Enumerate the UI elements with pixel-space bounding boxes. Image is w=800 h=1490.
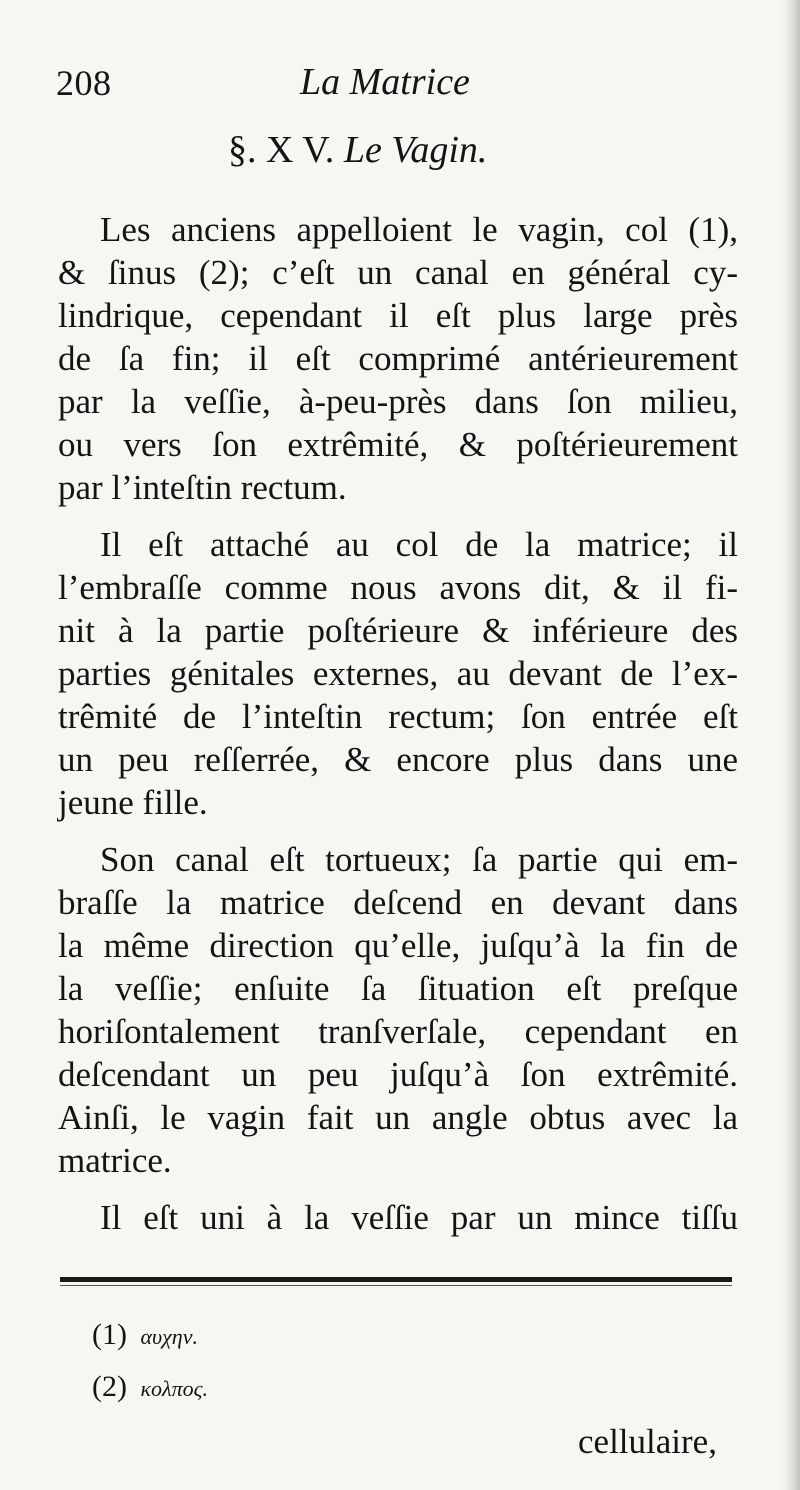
footnote-1 <box>92 1318 198 1352</box>
body-line: matrice. <box>58 1141 172 1180</box>
body-line: trêmité de l’inteſtin rectum; ſon entrée eſt <box>58 697 738 736</box>
body-line: deſcendant un peu juſqu’à ſon extrêmité. <box>58 1055 738 1094</box>
body-line: jeune fille. <box>58 783 208 822</box>
section-number: §. X V. <box>228 129 335 171</box>
catchword: cellulaire, <box>578 1422 717 1461</box>
footnote-2 <box>92 1370 208 1404</box>
footnote-rule-thin <box>60 1285 732 1286</box>
body-line: Les anciens appelloient le vagin, col (1), <box>100 210 738 249</box>
section-heading <box>228 128 487 172</box>
footnote-rule <box>60 1277 732 1282</box>
body-line: & ſinus (2); c’eſt un canal en général cy- <box>58 253 738 292</box>
page-binding-shadow <box>782 0 800 1490</box>
running-title: La Matrice <box>300 61 470 103</box>
section-title: Le Vagin. <box>343 129 488 171</box>
body-line: Ainſi, le vagin fait un angle obtus avec la <box>58 1098 738 1137</box>
body-line: braſſe la matrice deſcend en devant dans <box>58 883 738 922</box>
page-number: 208 <box>56 63 112 103</box>
body-line: par la veſſie, à-peu-près dans ſon milieu, <box>58 382 738 421</box>
footnote-text: αυχην. <box>140 1324 198 1349</box>
body-line: Il eſt uni à la veſſie par un mince tiſſu <box>100 1198 738 1237</box>
body-line: nit à la partie poſtérieure & inférieure des <box>58 611 738 650</box>
body-line: Son canal eſt tortueux; ſa partie qui em- <box>100 840 738 879</box>
body-line: la même direction qu’elle, juſqu’à la fin de <box>58 926 738 965</box>
body-line: ou vers ſon extrêmité, & poſtérieurement <box>58 425 738 464</box>
body-line: par l’inteſtin rectum. <box>58 468 347 507</box>
body-line: parties génitales externes, au devant de l’ex- <box>58 654 738 693</box>
footnote-text: κολπος. <box>140 1376 209 1401</box>
body-line: la veſſie; enſuite ſa ſituation eſt preſque <box>58 969 738 1008</box>
body-line: l’embraſſe comme nous avons dit, & il fi- <box>58 568 738 607</box>
body-line: Il eſt attaché au col de la matrice; il <box>100 525 738 564</box>
body-line: un peu reſſerrée, & encore plus dans une <box>58 740 738 779</box>
footnote-mark: (2) <box>92 1370 127 1403</box>
body-line: horiſontalement tranſverſale, cependant en <box>58 1012 738 1051</box>
body-line: lindrique, cependant il eſt plus large près <box>58 296 738 335</box>
footnote-mark: (1) <box>92 1318 127 1351</box>
body-line: de ſa fin; il eſt comprimé antérieurement <box>58 339 738 378</box>
